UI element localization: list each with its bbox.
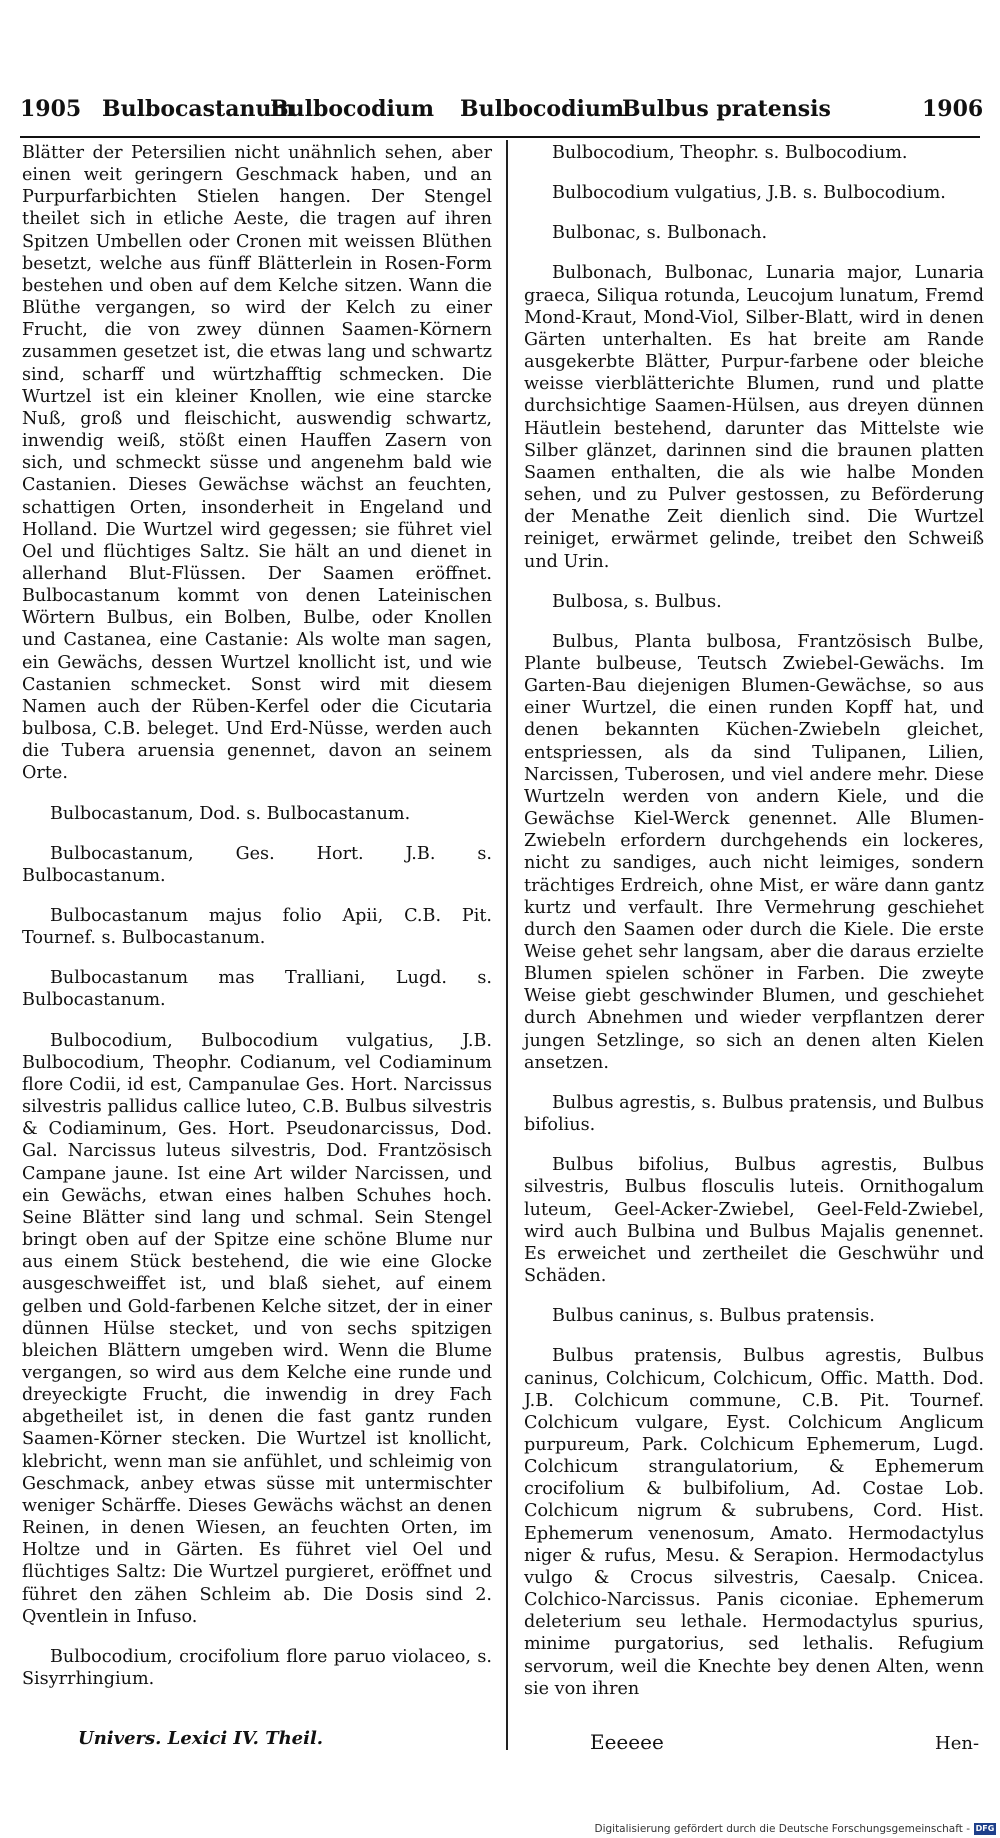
entry-bulbus-pratensis: Bulbus pratensis, Bulbus agrestis, Bulbus caninus, Colchicum, Colchicum, Offic. Matth. Dod. J.B. Colchicum commune, C.B. Pit. Tournef. Colchicum vulgare, Eyst. Colchicum Anglicum purpureum, Park. Colchicum Ephemerum, Lugd. Colchicum strangulatorium, & Ephemerum crocifolium & bulbifolium, Ad. Costae Lob. Colchicum nigrum & subrubens, Cord. Hist. Ephemerum venenosum, Amato. Hermodactylus niger & rufus, Mesu. & Serapion. Hermodactylus vulgo & Crocus silvestris, Caesalp. Cnicea. Colchico-Narcissus. Panis ciconiae. Ephemerum deleterium seu lethale. Hermodactylus spurius, minime purgatorius, sed lethalis. Refugium servorum, weil die Knechte bey denen Alten, wenn sie von ihren bbox=[524, 1346, 984, 1699]
entry-bulbocodium: Bulbocodium, Bulbocodium vulgatius, J.B. Bulbocodium, Theophr. Codianum, vel Codiaminum flore Codii, id est, Campanulae Ges. Hort. Narcissus silvestris pallidus callice luteo, C.B. Bulbus silvestris & Codiaminum, Ges. Hort. Pseudonarcissus, Dod. Gal. Narcissus luteus silvestris, Dod. Frantzösisch Campane jaune. Ist eine Art wilder Narcissen, und ein Gewächs, etwan eines halben Schuhes hoch. Seine Blätter sind lang und schmal. Sein Stengel bringt oben auf der Spitze eine schöne Blume nur aus einem Stück bestehend, die wie eine Glocke ausgeschweiffet ist, und blaß siehet, auf einem gelben und Gold-farbenen Kelche sitzet, der in einer dünnen Hülse stecket, und von sechs spitzigen bleichen Blättern umgeben wird. Wenn die Blume vergangen, so wird aus dem Kelche eine runde und dreyeckigte Frucht, die inwendig in drey Fach abgetheilet ist, in denen die fast gantz runden Saamen-Körner stecken. Die Wurtzel ist knollicht, klebricht, wenn man sie anfühlet, und schleimig von Geschmack, anbey etwas süsse mit untermischter weniger Schärffe. Dieses Gewächs wächst an denen Reinen, in denen Wiesen, an feuchten Orten, im Holtze und in Gärten. Es führet viel Oel und flüchtiges Saltz: Die Wurtzel purgieret, eröffnet und führet den zähen Schleim ab. Die Dosis sind 2. Qventlein in Infuso. bbox=[22, 1030, 492, 1627]
entry-bulbus-bifolius: Bulbus bifolius, Bulbus agrestis, Bulbus silvestris, Bulbus flosculis luteis. Ornithogalum luteum, Geel-Acker-Zwiebel, Geel-Feld-Zwiebel, wird auch Bulbina und Bulbus Majalis genennet. Es erweichet und zertheilet die Geschwühr und Schäden. bbox=[524, 1155, 984, 1287]
entry-bulbus: Bulbus, Planta bulbosa, Frantzösisch Bulbe, Plante bulbeuse, Teutsch Zwiebel-Gewächs. Im Garten-Bau diejenigen Blumen-Gewächse, so aus einer Wurtzel, die einen runden Kopff hat, und denen bekannten Küchen-Zwiebeln gleichet, entspriessen, als da sind Tulipanen, Lilien, Narcissen, Tuberosen, und viel andere mehr. Diese Wurtzeln werden von andern Kiele, und die Gewächse Kiel-Werck genennet. Alle Blumen-Zwiebeln erfordern durchgehends ein lockeres, nicht zu sandiges, auch nicht leimiges, sondern trächtiges Erdreich, ohne Mist, er wäre dann gantz kurtz und verfault. Ihre Vermehrung geschiehet durch den Saamen oder durch die Kiele. Die erste Weise gehet sehr langsam, aber die daraus erzielte Blumen spielen schöner in Farben. Die zweyte Weise giebt geschwinder Blumen, und geschiehet durch Abnehmen und wieder verpflantzen derer jungen Setzlinge, so sich an denen alten Kielen ansetzen. bbox=[524, 631, 984, 1073]
entry-bulbonach: Bulbonach, Bulbonac, Lunaria major, Lunaria graeca, Siliqua rotunda, Leucojum lunatum, Fremd Mond-Kraut, Mond-Viol, Silber-Blatt, wird in denen Gärten unterhalten. Es hat breite am Rande ausgekerbte Blätter, Purpur-farbene oder bleiche weisse vierblätterichte Blumen, rund und platte durchsichtige Saamen-Hülsen, aus dreyen dünnen Häutlein bestehend, darunter das Mittelste wie Silber glänzet, darinnen sind die braunen platten Saamen enthalten, die als wie halbe Monden sehen, und zu Pulver gestossen, zu Beförderung der Menathe Zeit dienlich sind. Die Wurtzel reiniget, erwärmet gelinde, treibet den Schweiß und Urin. bbox=[524, 263, 984, 572]
entry-bulbus-caninus: Bulbus caninus, s. Bulbus pratensis. bbox=[552, 1306, 875, 1327]
page-number-left: 1905 bbox=[20, 96, 82, 122]
catchword-right: Hen- bbox=[935, 1733, 980, 1754]
running-header bbox=[20, 96, 984, 132]
entry-continuation: Blätter der Petersilien nicht unähnlich sehen, aber einen weit geringern Geschmack haben, und an Purpurfarbichten Stielen hangen. Der Stengel theilet sich in etliche Aeste, die tragen auf ihren Spitzen Umbellen oder Cronen mit weissen Blüthen besetzt, welche aus fünff Blätterlein in Rosen-Form bestehen und oben auf dem Kelche sitzen. Wann die Blüthe vergangen, so wird der Kelch zu einer Frucht, die von zwey dünnen Saamen-Körnern zusammen gesetzet ist, die etwas lang und schwartz sind, scharff und würtzhafftig schmecken. Die Wurtzel ist ein kleiner Knollen, wie eine starcke Nuß, groß und fleischicht, auswendig schwartz, inwendig weiß, stößt einen Hauffen Zasern von sich, und schmeckt süsse und angenehm bald wie Castanien. Dieses Gewächse wächst an feuchten, schattigen Orten, insonderheit in Engeland und Holland. Die Wurtzel wird gegessen; sie führet viel Oel und flüchtiges Saltz. Sie hält an und dienet in allerhand Blut-Flüssen. Der Saamen eröffnet. Bulbocastanum kommt von denen Lateinischen Wörtern Bulbus, ein Bolben, Bulbe, oder Knollen und Castanea, eine Castanie: Als wolte man sagen, ein Gewächs, dessen Wurtzel knollicht ist, und wie Castanien schmecket. Sonst wird mit diesem Namen auch der Rüben-Kerfel oder die Cicutaria bulbosa, C.B. beleget. Und Erd-Nüsse, werden auch die Tubera aruensia genennet, davon an seinem Orte. bbox=[22, 143, 492, 784]
dfg-logo-icon: DFG bbox=[975, 1824, 995, 1833]
head-word-left-1: Bulbocastanum bbox=[102, 96, 295, 122]
footer-credit: Digitalisierung gefördert durch die Deutsche Forschungsgemeinschaft - bbox=[594, 1823, 970, 1835]
head-word-left-2: Bulbocodium bbox=[270, 96, 435, 122]
entry-bulbocastanum-majus: Bulbocastanum majus folio Apii, C.B. Pit. Tournef. s. Bulbocastanum. bbox=[22, 906, 492, 949]
page-number-right: 1906 bbox=[922, 96, 984, 122]
head-word-right-1: Bulbocodium bbox=[460, 96, 625, 122]
catchword-center: Eeeeee bbox=[590, 1730, 664, 1754]
entry-bulbonac: Bulbonac, s. Bulbonach. bbox=[552, 223, 768, 244]
entry-bulbocastanum-ges: Bulbocastanum, Ges. Hort. J.B. s. Bulbocastanum. bbox=[22, 843, 492, 886]
entry-bulbocodium-theophr: Bulbocodium, Theophr. s. Bulbocodium. bbox=[552, 143, 908, 163]
entry-bulbocastanum-dod: Bulbocastanum, Dod. s. Bulbocastanum. bbox=[50, 803, 411, 824]
entry-bulbocodium-crocifolium: Bulbocodium, crocifolium flore paruo violaceo, s. Sisyrrhingium. bbox=[22, 1646, 492, 1689]
head-word-right-2: Bulbus pratensis bbox=[622, 96, 831, 122]
entry-bulbus-agrestis: Bulbus agrestis, s. Bulbus pratensis, und Bulbus bifolius. bbox=[524, 1092, 984, 1136]
header-rule bbox=[20, 136, 980, 138]
column-divider bbox=[506, 140, 508, 1750]
right-column bbox=[524, 142, 984, 1718]
left-column bbox=[22, 142, 492, 1708]
entry-bulbosa: Bulbosa, s. Bulbus. bbox=[552, 591, 722, 612]
signature-mark: Univers. Lexici IV. Theil. bbox=[78, 1728, 324, 1749]
entry-bulbocastanum-mas: Bulbocastanum mas Tralliani, Lugd. s. Bulbocastanum. bbox=[22, 968, 492, 1011]
digitization-footer bbox=[0, 1820, 1000, 1838]
entry-bulbocodium-vulgatius: Bulbocodium vulgatius, J.B. s. Bulbocodium. bbox=[552, 183, 946, 204]
